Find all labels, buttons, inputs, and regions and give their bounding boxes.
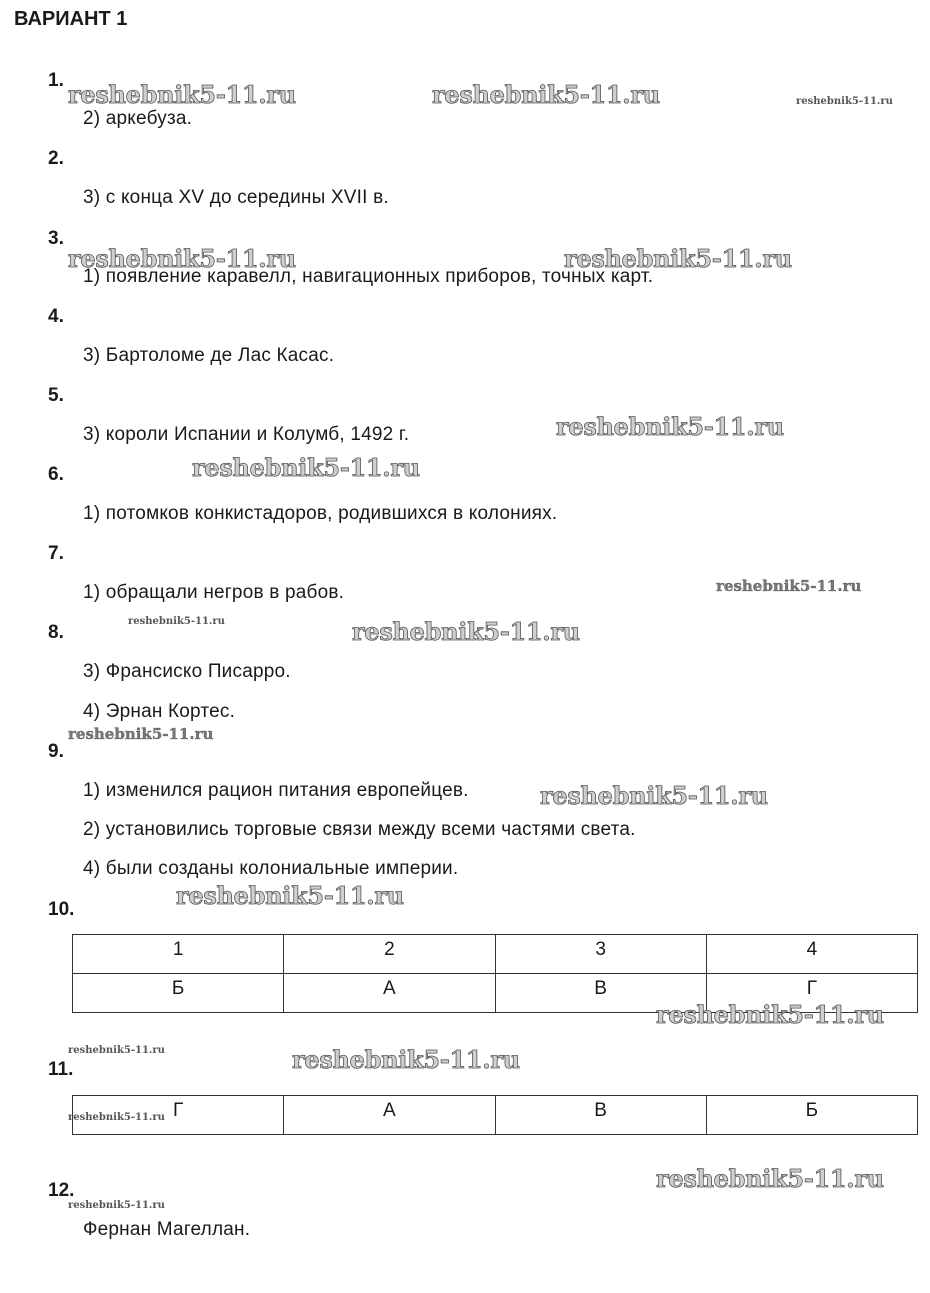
question-number-6: 6. bbox=[48, 464, 64, 485]
question-number-5: 5. bbox=[48, 385, 64, 406]
watermark: reshebnik5-11.ru bbox=[656, 1164, 884, 1193]
question-number-8: 8. bbox=[48, 622, 64, 643]
watermark: reshebnik5-11.ru bbox=[656, 1000, 884, 1029]
table-cell: А bbox=[284, 974, 495, 1013]
answer-3: 1) появление каравелл, навигационных приборов, точных карт. bbox=[83, 266, 654, 287]
answer-4: 3) Бартоломе де Лас Касас. bbox=[83, 345, 335, 366]
answer-7: 1) обращали негров в рабов. bbox=[83, 582, 345, 603]
page-title: ВАРИАНТ 1 bbox=[14, 8, 128, 30]
table-cell: 1 bbox=[73, 935, 284, 974]
watermark: reshebnik5-11.ru bbox=[556, 412, 784, 441]
watermark: reshebnik5-11.ru bbox=[540, 781, 768, 810]
watermark: reshebnik5-11.ru bbox=[292, 1045, 520, 1074]
watermark: reshebnik5-11.ru bbox=[192, 453, 420, 482]
answer-12: Фернан Магеллан. bbox=[83, 1219, 251, 1240]
question-number-11: 11. bbox=[48, 1059, 74, 1080]
answer-1: 2) аркебуза. bbox=[83, 108, 193, 129]
answer-8-b: 4) Эрнан Кортес. bbox=[83, 701, 236, 722]
watermark: reshebnik5-11.ru bbox=[128, 616, 225, 627]
table-cell: Г bbox=[706, 974, 917, 1013]
watermark: reshebnik5-11.ru bbox=[68, 244, 296, 273]
question-number-12: 12. bbox=[48, 1180, 75, 1201]
watermark: reshebnik5-11.ru bbox=[716, 577, 862, 595]
watermark: reshebnik5-11.ru bbox=[432, 80, 660, 109]
answer-5: 3) короли Испании и Колумб, 1492 г. bbox=[83, 424, 410, 445]
watermark: reshebnik5-11.ru bbox=[564, 244, 792, 273]
table-cell: Г bbox=[73, 1096, 284, 1135]
question-number-7: 7. bbox=[48, 543, 64, 564]
watermark: reshebnik5-11.ru bbox=[352, 617, 580, 646]
watermark: reshebnik5-11.ru bbox=[68, 1200, 165, 1211]
watermark: reshebnik5-11.ru bbox=[68, 1112, 165, 1123]
table-cell: 3 bbox=[495, 935, 706, 974]
answer-9-b: 2) установились торговые связи между всеми частями света. bbox=[83, 819, 636, 840]
table-cell: А bbox=[284, 1096, 495, 1135]
answer-6: 1) потомков конкистадоров, родившихся в колониях. bbox=[83, 503, 558, 524]
table-cell: В bbox=[495, 974, 706, 1013]
question-number-9: 9. bbox=[48, 741, 64, 762]
question-number-4: 4. bbox=[48, 306, 64, 327]
table-row bbox=[73, 935, 918, 974]
question-number-3: 3. bbox=[48, 228, 64, 249]
watermark: reshebnik5-11.ru bbox=[796, 96, 893, 107]
answer-2: 3) с конца XV до середины XVII в. bbox=[83, 187, 389, 208]
watermark: reshebnik5-11.ru bbox=[68, 725, 214, 743]
question-number-1: 1. bbox=[48, 70, 64, 91]
table-cell: В bbox=[495, 1096, 706, 1135]
answer-8-a: 3) Франсиско Писарро. bbox=[83, 661, 291, 682]
answer-9-a: 1) изменился рацион питания европейцев. bbox=[83, 780, 469, 801]
question-number-10: 10. bbox=[48, 899, 75, 920]
question-number-2: 2. bbox=[48, 148, 64, 169]
answer-table-11 bbox=[72, 1095, 918, 1135]
answer-9-c: 4) были созданы колониальные империи. bbox=[83, 858, 459, 879]
table-cell: 4 bbox=[706, 935, 917, 974]
table-cell: 2 bbox=[284, 935, 495, 974]
table-cell: Б bbox=[73, 974, 284, 1013]
watermark: reshebnik5-11.ru bbox=[176, 881, 404, 910]
table-cell: Б bbox=[706, 1096, 917, 1135]
watermark: reshebnik5-11.ru bbox=[68, 80, 296, 109]
watermark: reshebnik5-11.ru bbox=[68, 1045, 165, 1056]
table-row bbox=[73, 1096, 918, 1135]
